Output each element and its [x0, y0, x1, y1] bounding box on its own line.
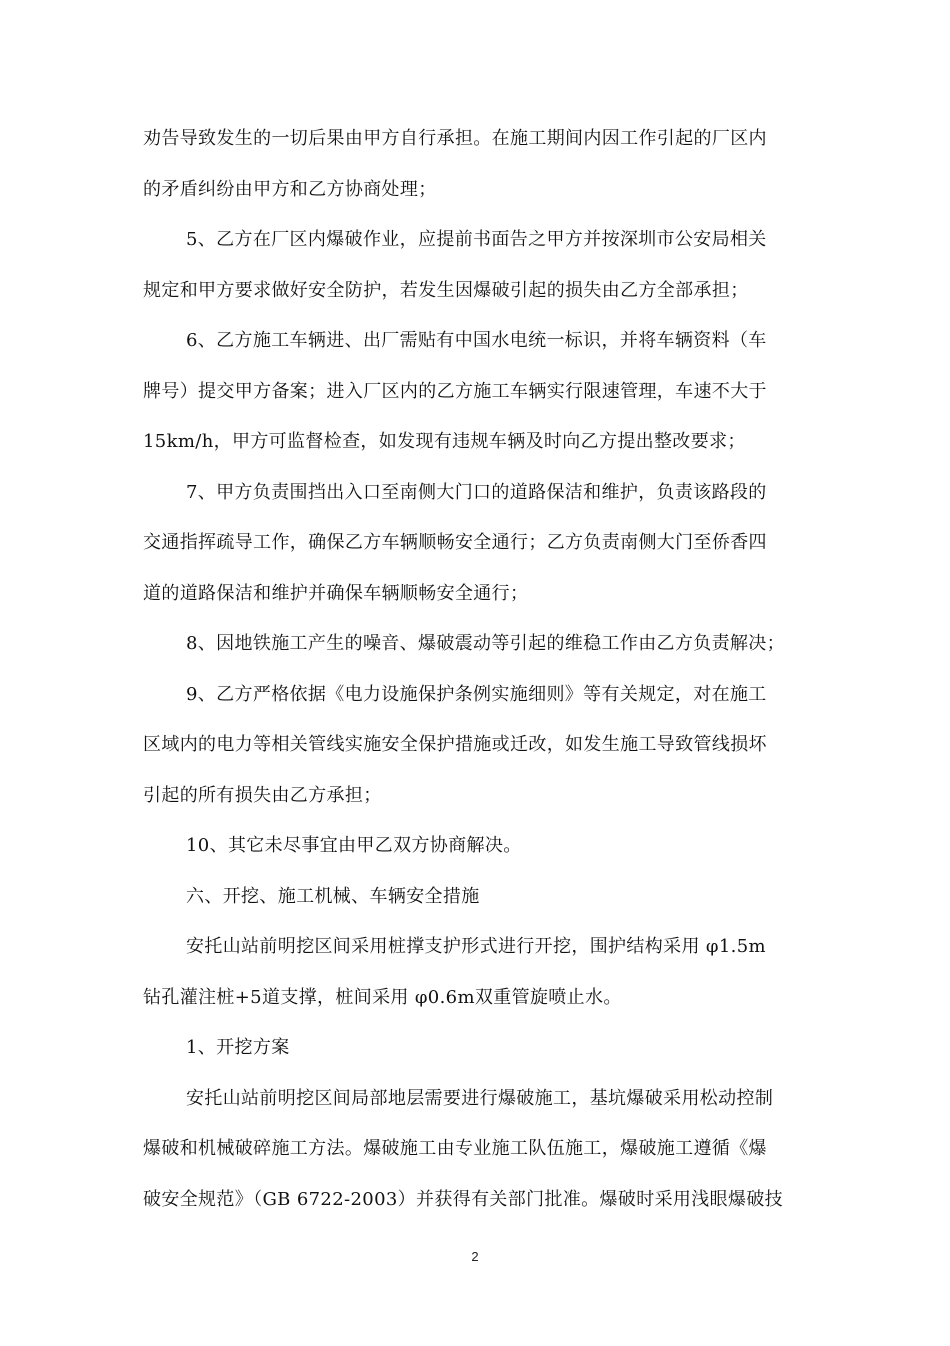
text-line-18: 钻孔灌注桩+5道支撑，桩间采用 φ0.6m双重管旋喷止水。 — [143, 987, 622, 1008]
text-line-4: 规定和甲方要求做好安全防护，若发生因爆破引起的损失由乙方全部承担； — [143, 280, 749, 301]
text-line-22: 破安全规范》（GB 6722-2003）并获得有关部门批准。爆破时采用浅眼爆破技 — [143, 1189, 784, 1210]
text-line-21: 爆破和机械破碎施工方法。爆破施工由专业施工队伍施工，爆破施工遵循《爆 — [143, 1138, 767, 1159]
text-line-15: 10、其它未尽事宜由甲乙双方协商解决。 — [186, 835, 522, 856]
text-line-12: 9、乙方严格依据《电力设施保护条例实施细则》等有关规定，对在施工 — [186, 684, 767, 705]
page-number: 2 — [471, 1249, 479, 1264]
text-line-5: 6、乙方施工车辆进、出厂需贴有中国水电统一标识，并将车辆资料（车 — [186, 330, 767, 351]
text-line-1: 劝告导致发生的一切后果由甲方自行承担。在施工期间内因工作引起的厂区内 — [143, 128, 767, 149]
text-line-17: 安托山站前明挖区间采用桩撑支护形式进行开挖，围护结构采用 φ1.5m — [186, 936, 766, 957]
text-line-8: 7、甲方负责围挡出入口至南侧大门口的道路保洁和维护，负责该路段的 — [186, 482, 767, 503]
text-line-10: 道的道路保洁和维护并确保车辆顺畅安全通行； — [143, 583, 529, 604]
subsection-heading: 1、开挖方案 — [186, 1037, 290, 1058]
text-line-11: 8、因地铁施工产生的噪音、爆破震动等引起的维稳工作由乙方负责解决； — [186, 633, 785, 654]
section-heading: 六、开挖、施工机械、车辆安全措施 — [186, 886, 480, 907]
text-line-13: 区域内的电力等相关管线实施安全保护措施或迁改，如发生施工导致管线损坏 — [143, 734, 767, 755]
text-line-7: 15km/h，甲方可监督检查，如发现有违规车辆及时向乙方提出整改要求； — [143, 431, 746, 452]
text-line-3: 5、乙方在厂区内爆破作业，应提前书面告之甲方并按深圳市公安局相关 — [186, 229, 767, 250]
text-line-2: 的矛盾纠纷由甲方和乙方协商处理； — [143, 179, 437, 200]
text-line-6: 牌号）提交甲方备案；进入厂区内的乙方施工车辆实行限速管理，车速不大于 — [143, 381, 767, 402]
text-line-14: 引起的所有损失由乙方承担； — [143, 785, 382, 806]
text-line-20: 安托山站前明挖区间局部地层需要进行爆破施工，基坑爆破采用松动控制 — [186, 1088, 774, 1109]
text-line-9: 交通指挥疏导工作，确保乙方车辆顺畅安全通行；乙方负责南侧大门至侨香四 — [143, 532, 767, 553]
